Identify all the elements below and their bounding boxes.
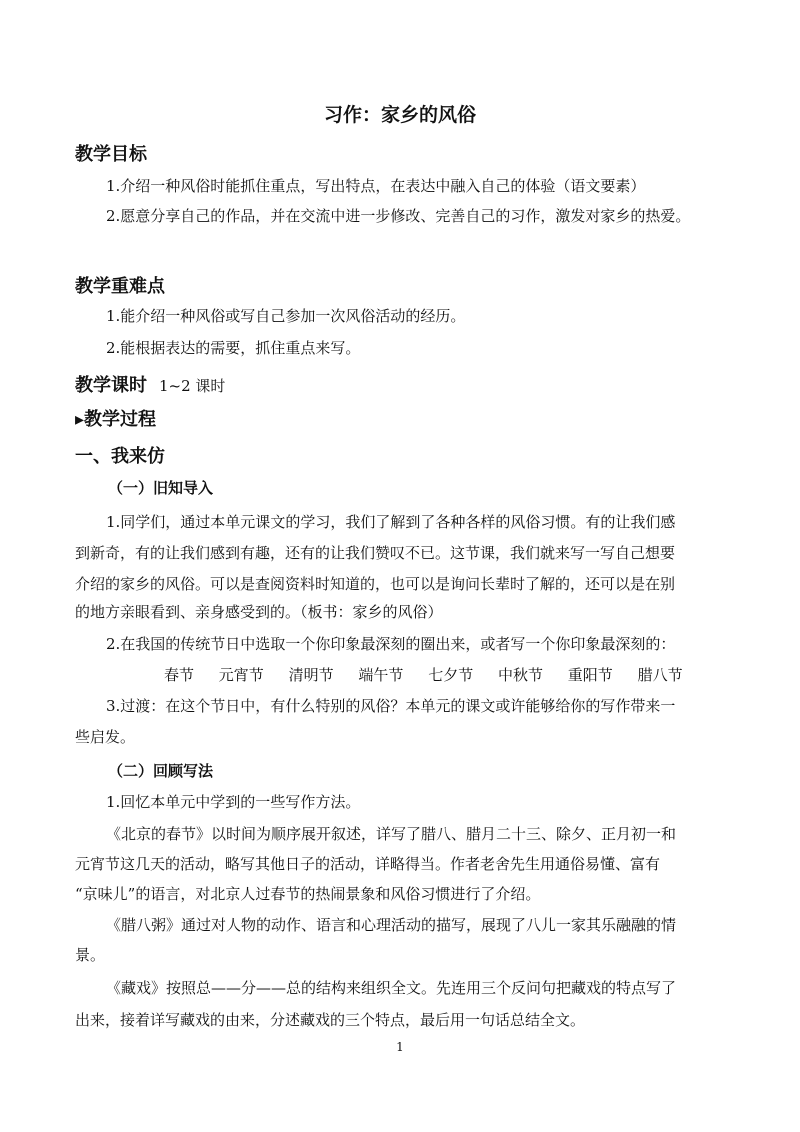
- paragraph-line: 《北京的春节》以时间为顺序展开叙述，详写了腊八、腊月二十三、除夕、正月初一和: [106, 825, 677, 843]
- paragraph-line: 《藏戏》按照总——分——总的结构来组织全文。先连用三个反问句把藏戏的特点写了: [106, 979, 677, 997]
- festival-item: 元宵节: [218, 666, 264, 684]
- paragraph-line: 景。: [75, 946, 106, 964]
- festival-item: 春节: [164, 666, 195, 684]
- goal-item: 2.愿意分享自己的作品，并在交流中进一步修改、完善自己的习作，激发对家乡的热爱。: [106, 207, 691, 225]
- key-points-heading: 教学重难点: [75, 276, 165, 297]
- class-hours-value: 1~2 课时: [159, 377, 226, 395]
- festival-item: 清明节: [288, 666, 334, 684]
- festival-list: [164, 664, 703, 685]
- key-point-item: 1.能介绍一种风俗或写自己参加一次风俗活动的经历。: [106, 307, 466, 325]
- goal-item: 1.介绍一种风俗时能抓住重点，写出特点，在表达中融入自己的体验（语文要素）: [106, 177, 646, 195]
- process-heading: ▸教学过程: [75, 409, 157, 430]
- paragraph-line: 《腊八粥》通过对人物的动作、语言和心理活动的描写，展现了八儿一家其乐融融的情: [106, 916, 677, 934]
- page-number: 1: [396, 1040, 404, 1054]
- key-point-item: 2.能根据表达的需要，抓住重点来写。: [106, 339, 361, 357]
- class-hours: [75, 371, 225, 397]
- paragraph-line: 2.在我国的传统节日中选取一个你印象最深刻的圈出来，或者写一个你印象最深刻的：: [106, 635, 676, 653]
- class-hours-label: 教学课时: [75, 375, 147, 396]
- page-title: 习作：家乡的风俗: [323, 104, 476, 126]
- paragraph-line: 些启发。: [75, 728, 136, 746]
- festival-item: 重阳节: [567, 666, 613, 684]
- paragraph-line: 介绍的家乡的风俗。可以是查阅资料时知道的，也可以是询问长辈时了解的，还可以是在别: [75, 575, 676, 593]
- sub1-heading: （一）旧知导入: [108, 479, 214, 497]
- paragraph-line: 元宵节这几天的活动，略写其他日子的活动，详略得当。作者老舍先生用通俗易懂、富有: [75, 855, 661, 873]
- festival-item: 七夕节: [428, 666, 474, 684]
- part1-heading: 一、我来仿: [75, 446, 165, 467]
- paragraph-line: 到新奇，有的让我们感到有趣，还有的让我们赞叹不已。这节课，我们就来写一写自己想要: [75, 544, 676, 562]
- paragraph-line: 1.回忆本单元中学到的一些写作方法。: [106, 793, 361, 811]
- paragraph-line: 1.同学们，通过本单元课文的学习，我们了解到了各种各样的风俗习惯。有的让我们感: [106, 513, 676, 531]
- festival-item: 腊八节: [637, 666, 683, 684]
- paragraph-line: “京味儿”的语言，对北京人过春节的热闹景象和风俗习惯进行了介绍。: [75, 885, 541, 903]
- paragraph-line: 3.过渡：在这个节日中，有什么特别的风俗？本单元的课文或许能够给你的写作带来一: [106, 697, 676, 715]
- festival-item: 端午节: [358, 666, 404, 684]
- sub2-heading: （二）回顾写法: [108, 762, 214, 780]
- festival-item: 中秋节: [497, 666, 543, 684]
- goals-heading: 教学目标: [75, 144, 147, 165]
- paragraph-line: 的地方亲眼看到、亲身感受到的。（板书：家乡的风俗）: [75, 603, 443, 621]
- paragraph-line: 出来，接着详写藏戏的由来，分述藏戏的三个特点，最后用一句话总结全文。: [75, 1011, 586, 1029]
